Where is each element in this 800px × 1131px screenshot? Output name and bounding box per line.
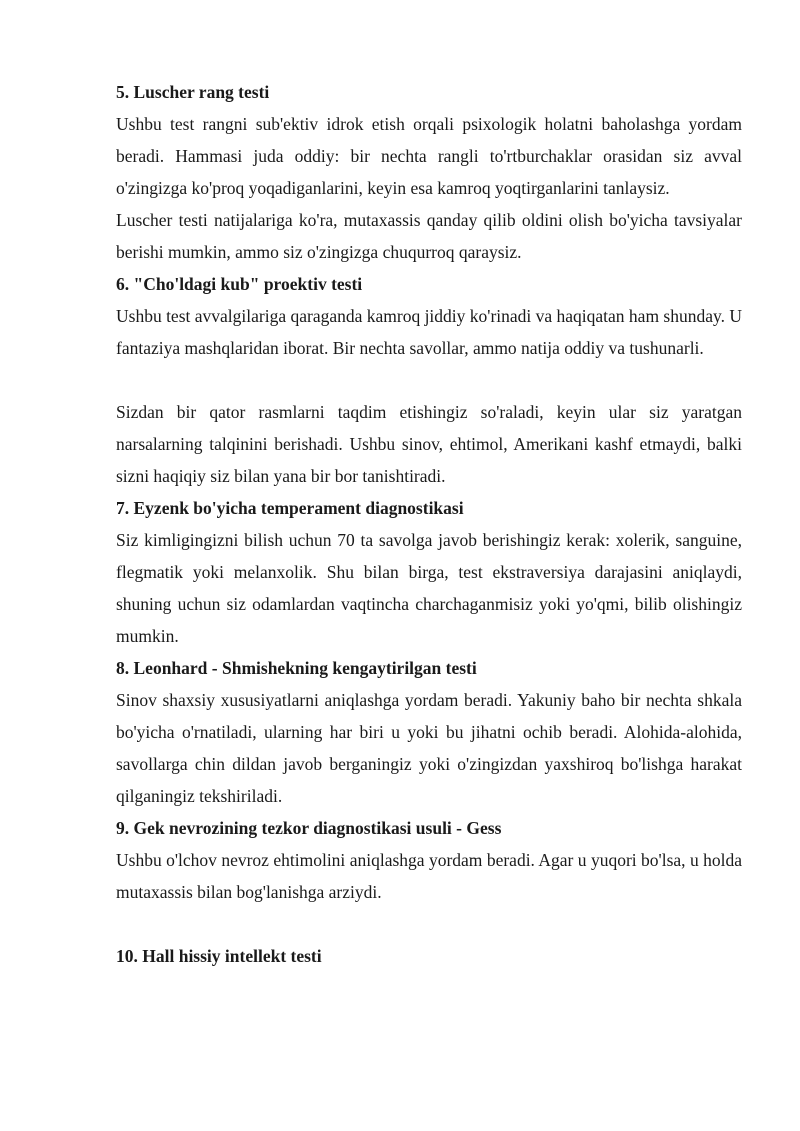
- paragraph: Luscher testi natijalariga ko'ra, mutaxassis qanday qilib oldini olish bo'yicha tavsiyalar berishi mumkin, ammo siz o'zingizga chuqurroq qaraysiz.: [116, 210, 742, 262]
- document-page: [116, 76, 742, 972]
- paragraph: Ushbu test avvalgilariga qaraganda kamroq jiddiy ko'rinadi va haqiqatan ham shunday. U fantaziya mashqlaridan iborat. Bir nechta savollar, ammo natija oddiy va tushunarli.: [116, 306, 743, 358]
- paragraph: Sinov shaxsiy xususiyatlarni aniqlashga yordam beradi. Yakuniy baho bir nechta shkala bo'yicha o'rnatiladi, ularning har biri u yoki bu jihatni ochib beradi. Alohida-alohida, savollarga chin dildan javob berganingiz yoki o'zingizdan yaxshiroq bo'lishga harakat qilganingiz tekshiriladi.: [116, 690, 742, 806]
- paragraph: Ushbu test rangni sub'ektiv idrok etish orqali psixologik holatni baholashga yordam beradi. Hammasi juda oddiy: bir nechta rangli to'rtburchaklar orasidan siz avval o'zingizga ko'proq yoqadiganlarini, keyin esa kamroq yoqtirganlarini tanlaysiz.: [116, 114, 742, 198]
- section-heading-8: 8. Leonhard - Shmishekning kengaytirilgan testi: [116, 658, 477, 678]
- section-heading-10: 10. Hall hissiy intellekt testi: [116, 946, 322, 966]
- section-heading-9: 9. Gek nevrozining tezkor diagnostikasi usuli - Gess: [116, 818, 502, 838]
- paragraph: Siz kimligingizni bilish uchun 70 ta savolga javob berishingiz kerak: xolerik, sanguine, flegmatik yoki melanxolik. Shu bilan birga, test ekstraversiya darajasini aniqlaydi, shuning uchun siz odamlardan vaqtincha charchaganmisiz yoki yo'qmi, bilib olishingiz mumkin.: [116, 530, 742, 646]
- paragraph: Sizdan bir qator rasmlarni taqdim etishingiz so'raladi, keyin ular siz yaratgan narsalarning talqinini berishadi. Ushbu sinov, ehtimol, Amerikani kashf etmaydi, balki sizni haqiqiy siz bilan yana bir bor tanishtiradi.: [116, 402, 742, 486]
- section-heading-5: 5. Luscher rang testi: [116, 82, 270, 102]
- blank-line: [116, 364, 742, 396]
- section-heading-7: 7. Eyzenk bo'yicha temperament diagnostikasi: [116, 498, 464, 518]
- section-heading-6: 6. "Cho'ldagi kub" proektiv testi: [116, 274, 363, 294]
- paragraph: Ushbu o'lchov nevroz ehtimolini aniqlashga yordam beradi. Agar u yuqori bo'lsa, u holda mutaxassis bilan bog'lanishga arziydi.: [116, 850, 742, 902]
- blank-line: [116, 908, 742, 940]
